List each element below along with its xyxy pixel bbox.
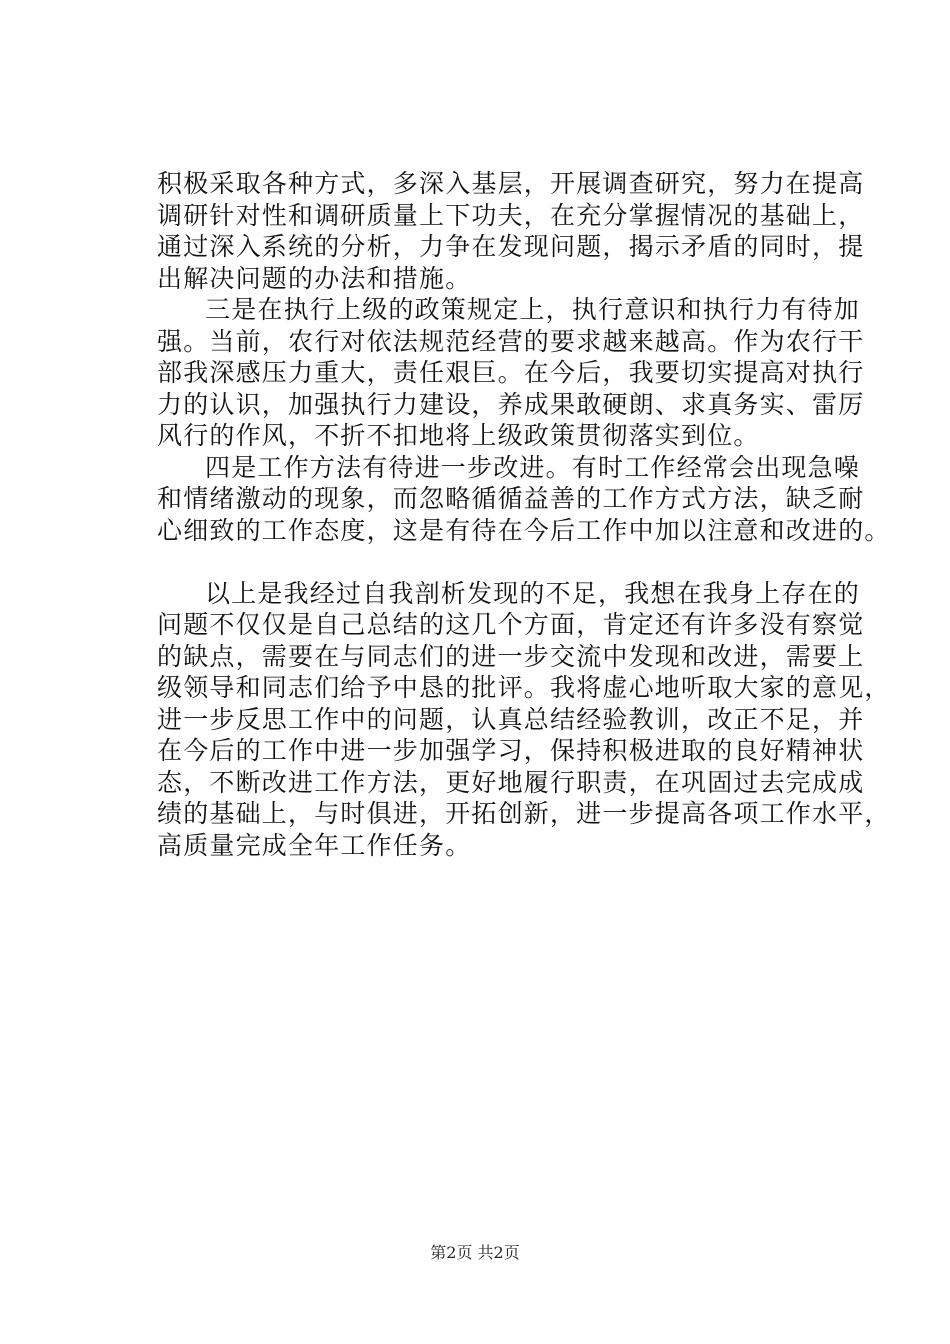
paragraph-line: 三是在执行上级的政策规定上，执行意识和执行力有待加	[205, 295, 861, 324]
paragraph-2	[157, 294, 865, 452]
paragraph-line: 四是工作方法有待进一步改进。有时工作经常会出现急噪	[205, 452, 861, 482]
page-footer	[0, 1243, 950, 1263]
paragraph-line: 进一步反思工作中的问题，认真总结经验教训，改正不足，并	[157, 704, 865, 734]
paragraph-spacer	[157, 546, 837, 578]
paragraph-4	[157, 578, 891, 862]
paragraph-line: 积极采取各种方式，多深入基层，开展调查研究，努力在提高	[157, 169, 865, 198]
paragraph-line: 通过深入系统的分析，力争在发现问题，揭示矛盾的同时，提	[157, 232, 865, 261]
paragraph-line: 和情绪激动的现象，而忽略循循益善的工作方式方法，缺乏耐	[157, 484, 865, 513]
paragraph-line: 调研针对性和调研质量上下功夫，在充分掌握情况的基础上，	[157, 200, 865, 230]
paragraph-line: 态，不断改进工作方法，更好地履行职责，在巩固过去完成成	[157, 767, 865, 797]
paragraph-line: 部我深感压力重大，责任艰巨。在今后，我要切实提高对执行	[157, 358, 865, 387]
paragraph-3	[157, 452, 891, 547]
paragraph-line: 级领导和同志们给予中恳的批评。我将虚心地听取大家的意见，	[157, 673, 891, 702]
paragraph-line: 以上是我经过自我剖析发现的不足，我想在我身上存在的	[205, 578, 861, 608]
paragraph-line: 风行的作风，不折不扣地将上级政策贯彻落实到位。	[157, 421, 760, 450]
paragraph-line: 在今后的工作中进一步加强学习，保持积极进取的良好精神状	[157, 736, 865, 765]
paragraph-line: 心细致的工作态度，这是有待在今后工作中加以注意和改进的。	[157, 515, 891, 545]
paragraph-line: 强。当前，农行对依法规范经营的要求越来越高。作为农行干	[157, 326, 865, 356]
paragraph-line: 绩的基础上，与时俱进，开拓创新，进一步提高各项工作水平，	[157, 799, 891, 828]
paragraph-line: 出解决问题的办法和措施。	[157, 263, 472, 293]
paragraph-line: 问题不仅仅是自己总结的这几个方面，肯定还有许多没有察觉	[157, 610, 865, 639]
page-number: 第2页 共2页	[430, 1243, 520, 1262]
paragraph-line: 高质量完成全年工作任务。	[157, 830, 472, 860]
document-body	[157, 168, 891, 861]
paragraph-line: 的缺点，需要在与同志们的进一步交流中发现和改进，需要上	[157, 641, 865, 671]
paragraph-line: 力的认识，加强执行力建设，养成果敢硬朗、求真务实、雷厉	[157, 389, 865, 419]
paragraph-1	[157, 168, 865, 294]
